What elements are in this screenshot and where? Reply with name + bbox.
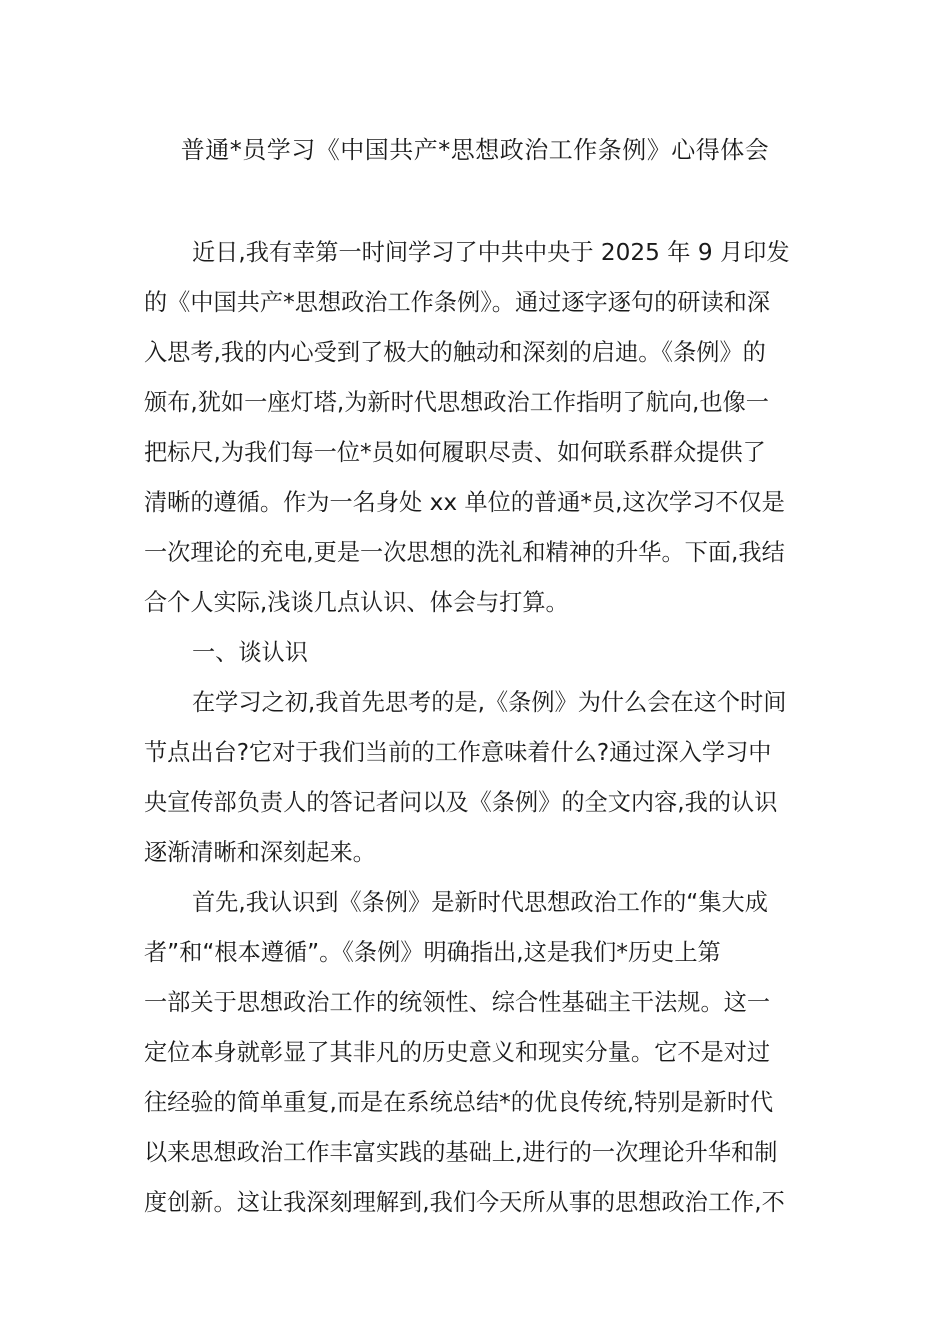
paragraph-3-line-4: 定位本身就彰显了其非凡的历史意义和现实分量。它不是对过	[144, 1039, 771, 1066]
paragraph-1-line-3: 入思考,我的内心受到了极大的触动和深刻的启迪。《条例》的	[144, 339, 766, 366]
paragraph-1-line-8: 合个人实际,浅谈几点认识、体会与打算。	[144, 589, 569, 616]
paragraph-1-line-1: 近日,我有幸第一时间学习了中共中央于 2025 年 9 月印发	[192, 239, 790, 266]
paragraph-1-line-6: 清晰的遵循。作为一名身处 xx 单位的普通*员,这次学习不仅是	[144, 489, 785, 516]
paragraph-3-line-7: 度创新。这让我深刻理解到,我们今天所从事的思想政治工作,不	[144, 1189, 785, 1216]
paragraph-2-line-2: 节点出台?它对于我们当前的工作意味着什么?通过深入学习中	[144, 739, 772, 766]
section-heading: 一、谈认识	[192, 639, 308, 666]
paragraph-3-line-3: 一部关于思想政治工作的统领性、综合性基础主干法规。这一	[144, 989, 771, 1016]
paragraph-3-line-6: 以来思想政治工作丰富实践的基础上,进行的一次理论升华和制	[144, 1139, 778, 1166]
paragraph-1-line-4: 颁布,犹如一座灯塔,为新时代思想政治工作指明了航向,也像一	[144, 389, 769, 416]
paragraph-1-line-2: 的《中国共产*思想政治工作条例》。通过逐字逐句的研读和深	[144, 289, 771, 316]
paragraph-2-line-3: 央宣传部负责人的答记者问以及《条例》的全文内容,我的认识	[144, 789, 778, 816]
paragraph-2-line-1: 在学习之初,我首先思考的是,《条例》为什么会在这个时间	[192, 689, 787, 716]
paragraph-3-line-2: 者”和“根本遵循”。《条例》明确指出,这是我们*历史上第	[144, 939, 721, 966]
document-body	[144, 228, 808, 1228]
paragraph-3-line-1: 首先,我认识到《条例》是新时代思想政治工作的“集大成	[192, 889, 768, 916]
paragraph-3-line-5: 往经验的简单重复,而是在系统总结*的优良传统,特别是新时代	[144, 1089, 774, 1116]
paragraph-1-line-5: 把标尺,为我们每一位*员如何履职尽责、如何联系群众提供了	[144, 439, 766, 466]
paragraph-2-line-4: 逐渐清晰和深刻起来。	[144, 839, 376, 866]
document-title: 普通*员学习《中国共产*思想政治工作条例》心得体会	[180, 136, 770, 164]
paragraph-1-line-7: 一次理论的充电,更是一次思想的洗礼和精神的升华。下面,我结	[144, 539, 785, 566]
